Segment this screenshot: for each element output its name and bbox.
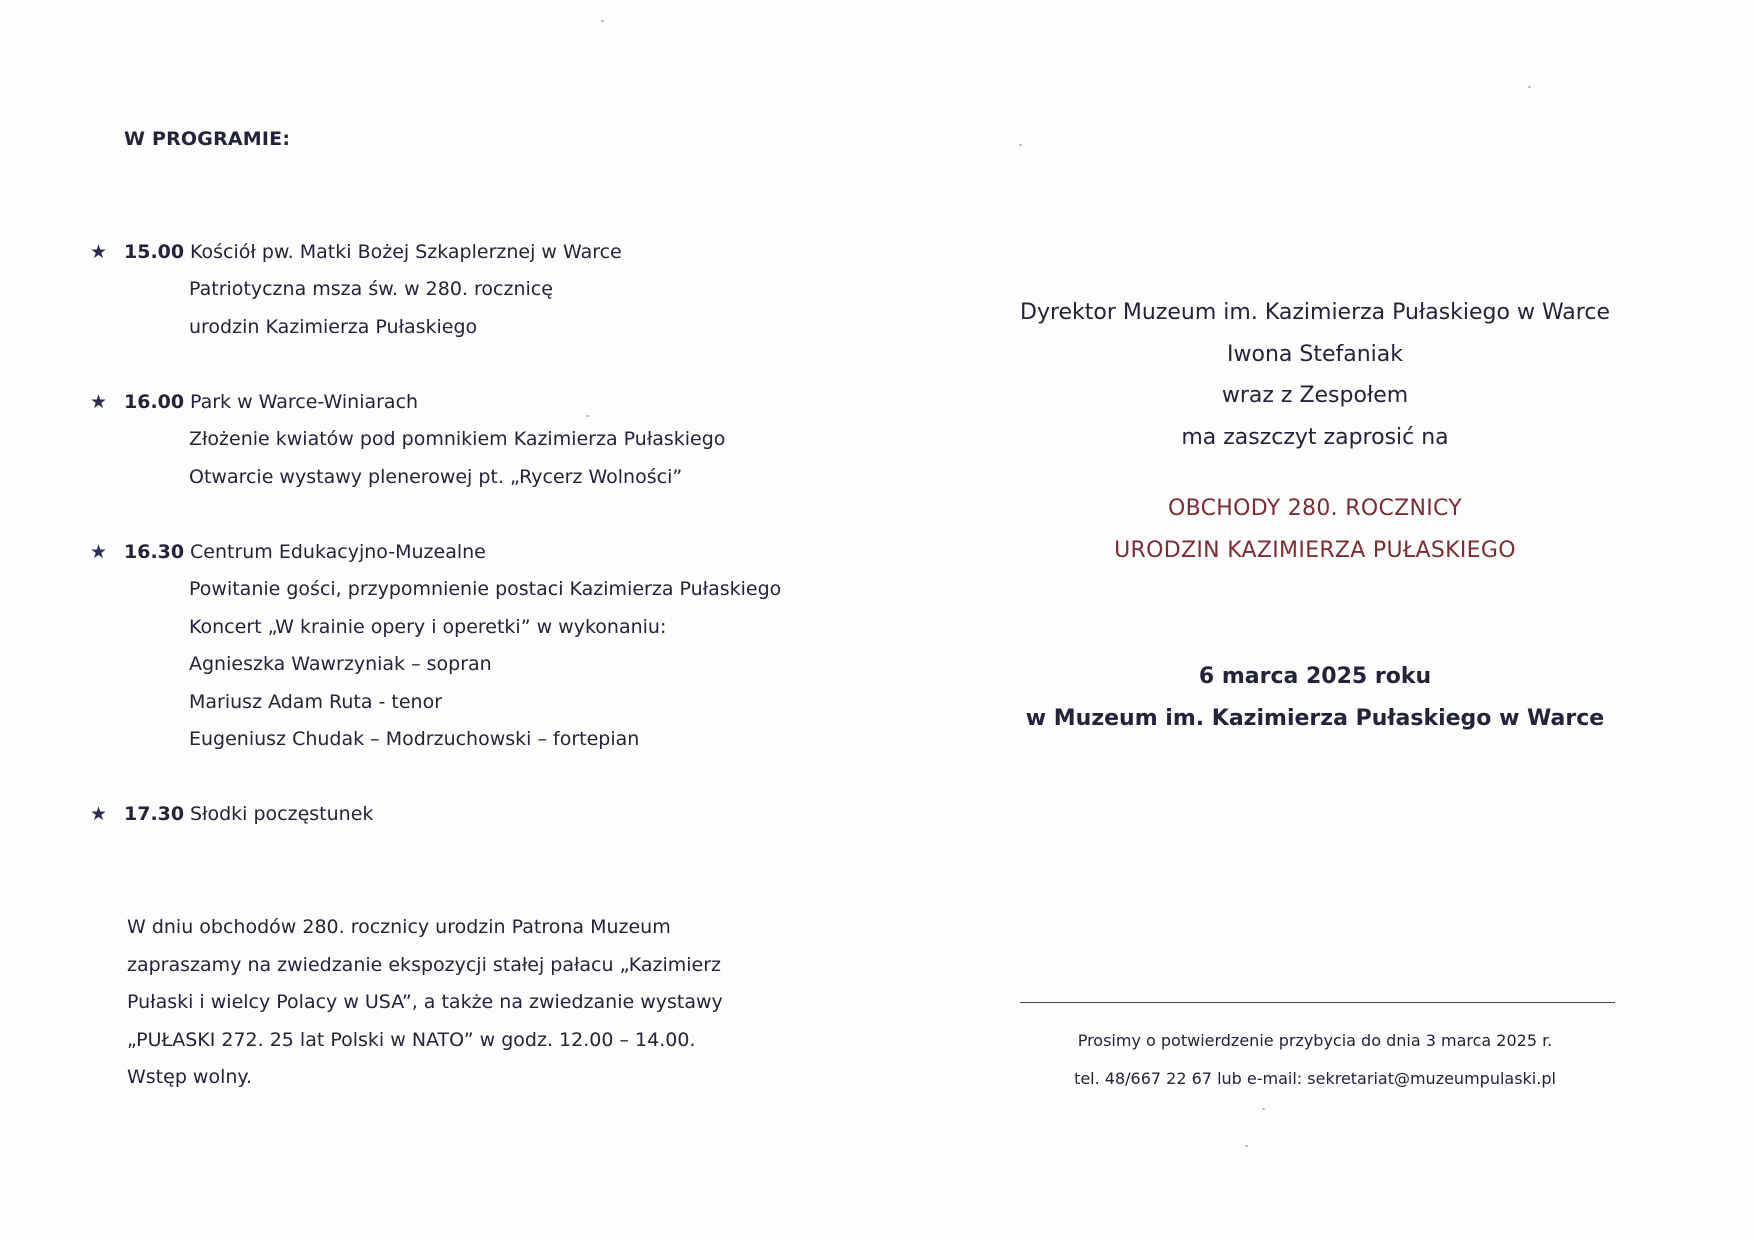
- star-icon: ★: [90, 241, 108, 263]
- invitation-line: Iwona Stefaniak: [1227, 341, 1403, 367]
- scan-speck: [586, 415, 589, 417]
- rsvp-text: Prosimy o potwierdzenie przybycia do dnia 3 marca 2025 r.: [1077, 1031, 1553, 1050]
- closing-line: zapraszamy na zwiedzanie ekspozycji stałej pałacu „Kazimierz: [127, 953, 722, 976]
- invitation-line: Dyrektor Muzeum im. Kazimierza Pułaskiego w Warce: [1020, 300, 1610, 325]
- program-item-place: Park w Warce-Winiarach: [190, 391, 419, 413]
- event-date: 6 marca 2025 roku: [1198, 664, 1432, 689]
- program-item-1630: [90, 534, 486, 572]
- program-item-detail: Złożenie kwiatów pod pomnikiem Kazimierza Pułaskiego: [189, 428, 726, 450]
- program-item-detail: Koncert „W krainie opery i operetki” w wykonaniu:: [189, 616, 667, 638]
- rsvp-block: [990, 1022, 1640, 1098]
- star-icon: ★: [90, 391, 108, 413]
- star-icon: ★: [90, 541, 108, 563]
- program-item-place: Słodki poczęstunek: [190, 803, 374, 825]
- program-item-detail: Agnieszka Wawrzyniak – sopran: [189, 653, 492, 675]
- invitation-text: [990, 292, 1640, 458]
- program-item-detail: Powitanie gości, przypomnienie postaci Kazimierza Pułaskiego: [189, 578, 782, 600]
- program-item-place: Kościół pw. Matki Bożej Szkaplerznej w Warce: [190, 241, 622, 263]
- event-date-venue: [990, 656, 1640, 740]
- program-item-1600: [90, 384, 418, 422]
- program-item-time: 16.00: [124, 391, 185, 413]
- scan-speck: [1528, 86, 1531, 88]
- event-title-line: URODZIN KAZIMIERZA PUŁASKIEGO: [1114, 537, 1516, 563]
- closing-line: W dniu obchodów 280. rocznicy urodzin Patrona Muzeum: [127, 916, 671, 938]
- scan-speck: [1262, 1108, 1265, 1110]
- closing-line: Wstęp wolny.: [127, 1066, 252, 1089]
- program-item-time: 17.30: [124, 803, 185, 825]
- program-item-detail: Mariusz Adam Ruta - tenor: [189, 691, 443, 713]
- program-item-time: 15.00: [124, 241, 185, 263]
- closing-line: „PUŁASKI 272. 25 lat Polski w NATO” w godz. 12.00 – 14.00.: [127, 1028, 696, 1051]
- program-item-1730: [90, 796, 373, 834]
- event-title-line: OBCHODY 280. ROCZNICY: [1167, 496, 1463, 521]
- contact-text: tel. 48/667 22 67 lub e-mail: sekretariat@muzeumpulaski.pl: [1074, 1069, 1556, 1088]
- program-heading: W PROGRAMIE:: [124, 128, 291, 150]
- program-item-1500: [90, 234, 622, 272]
- program-item-time: 16.30: [124, 541, 185, 563]
- scan-speck: [1019, 144, 1022, 146]
- program-item-detail: Otwarcie wystawy plenerowej pt. „Rycerz Wolności”: [189, 466, 683, 488]
- divider: [1020, 1002, 1615, 1003]
- closing-line: Pułaski i wielcy Polacy w USA”, a także na zwiedzanie wystawy: [127, 991, 723, 1014]
- scan-speck: [601, 20, 604, 22]
- scan-speck: [1245, 1145, 1248, 1147]
- invitation-line: ma zaszczyt zaprosić na: [1181, 424, 1449, 450]
- program-item-detail: Eugeniusz Chudak – Modrzuchowski – fortepian: [189, 728, 640, 750]
- closing-paragraph: [127, 909, 723, 1097]
- star-icon: ★: [90, 803, 108, 825]
- invitation-line: wraz z Zespołem: [1221, 383, 1409, 408]
- program-item-detail: urodzin Kazimierza Pułaskiego: [189, 316, 478, 338]
- program-item-detail: Patriotyczna msza św. w 280. rocznicę: [189, 278, 553, 300]
- event-title: [990, 488, 1640, 571]
- event-venue: w Muzeum im. Kazimierza Pułaskiego w Warce: [1025, 706, 1605, 731]
- program-item-place: Centrum Edukacyjno-Muzealne: [190, 541, 486, 563]
